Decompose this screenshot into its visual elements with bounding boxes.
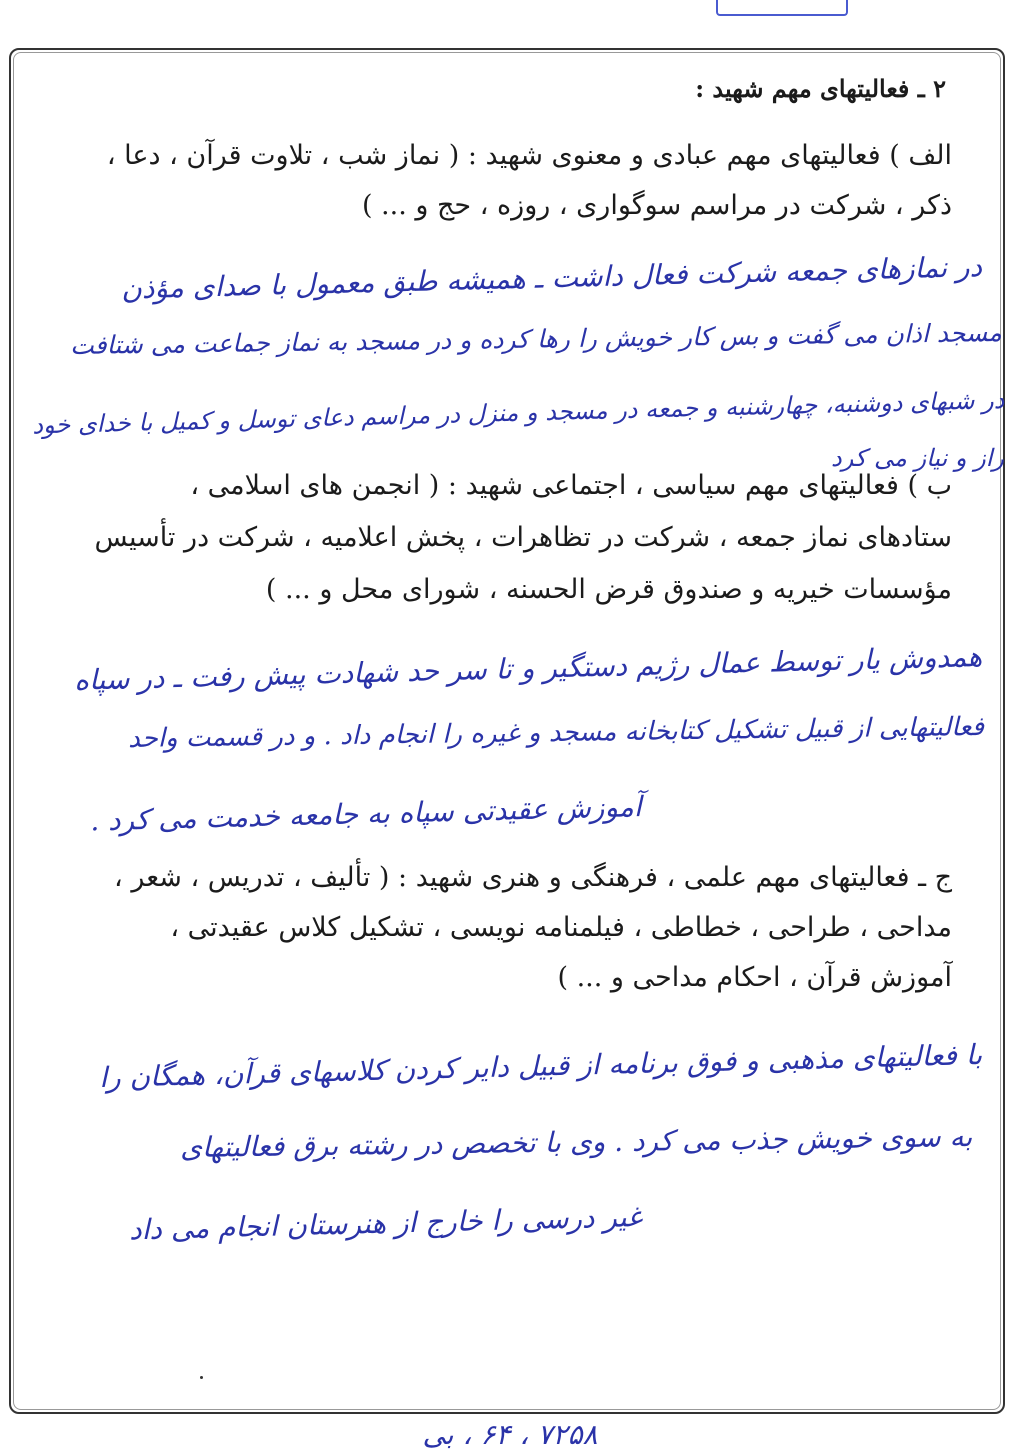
- section-c-printed-line-3: آموزش قرآن ، احکام مداحی و ... ): [557, 962, 952, 993]
- section-b-handwritten-line-3: آموزش عقیدتی سپاه به جامعه خدمت می کرد .: [90, 790, 643, 838]
- section-c-handwritten-line-1: با فعالیتهای مذهبی و فوق برنامه از قبیل دایر کردن کلاسهای قرآن، همگان را: [98, 1038, 983, 1095]
- section-b-printed-line-3: مؤسسات خیریه و صندوق قرض الحسنه ، شورای محل و ... ): [265, 574, 952, 605]
- section-a-handwritten-line-1: در نمازهای جمعه شرکت فعال داشت ـ همیشه طبق معمول با صدای مؤذن: [120, 250, 983, 306]
- section-a-handwritten-line-4: راز و نیاز می کرد: [831, 444, 1004, 472]
- section-a-printed-line-2: ذکر ، شرکت در مراسم سوگواری ، روزه ، حج و ... ): [361, 190, 952, 221]
- section-c-handwritten-line-2: به سوی خویش جذب می کرد . وی با تخصص در رشته برق فعالیتهای: [179, 1120, 973, 1165]
- section-b-printed-line-1: ب ) فعالیتهای مهم سیاسی ، اجتماعی شهید : ( انجمن های اسلامی ،: [190, 470, 952, 501]
- top-label-box: [716, 0, 848, 16]
- section-b-printed-line-2: ستادهای نماز جمعه ، شرکت در تظاهرات ، پخش اعلامیه ، شرکت در تأسیس: [94, 522, 952, 553]
- footer-document-number: ۷۲۵۸ ، ۶۴ ، بی: [422, 1418, 598, 1451]
- section-a-handwritten-line-2: مسجد اذان می گفت و بس کار خویش را رها کرده و در مسجد به نماز جماعت می شتافت: [70, 318, 1003, 361]
- section-b-handwritten-line-1: همدوش یار توسط عمال رژیم دستگیر و تا سر حد شهادت پیش رفت ـ در سپاه: [73, 640, 983, 697]
- section-c-printed-line-1: ج ـ فعالیتهای مهم علمی ، فرهنگی و هنری شهید : ( تألیف ، تدریس ، شعر ،: [114, 862, 952, 893]
- section-b-handwritten-line-2: فعالیتهایی از قبیل تشکیل کتابخانه مسجد و غیره را انجام داد . و در قسمت واحد: [127, 712, 985, 754]
- section-a-printed-line-1: الف ) فعالیتهای مهم عبادی و معنوی شهید : ( نماز شب ، تلاوت قرآن ، دعا ،: [106, 140, 952, 171]
- page-heading: ۲ ـ فعالیتهای مهم شهید :: [695, 74, 946, 103]
- section-c-printed-line-2: مداحی ، طراحی ، خطاطی ، فیلمنامه نویسی ، تشکیل کلاس عقیدتی ،: [170, 912, 952, 943]
- ink-dot: [200, 1376, 203, 1379]
- section-a-handwritten-line-3: در شبهای دوشنبه، چهارشنبه و جمعه در مسجد و منزل در مراسم دعای توسل و کمیل با خدای خود: [31, 386, 1005, 440]
- section-c-handwritten-line-3: غیر درسی را خارج از هنرستان انجام می داد: [128, 1200, 643, 1247]
